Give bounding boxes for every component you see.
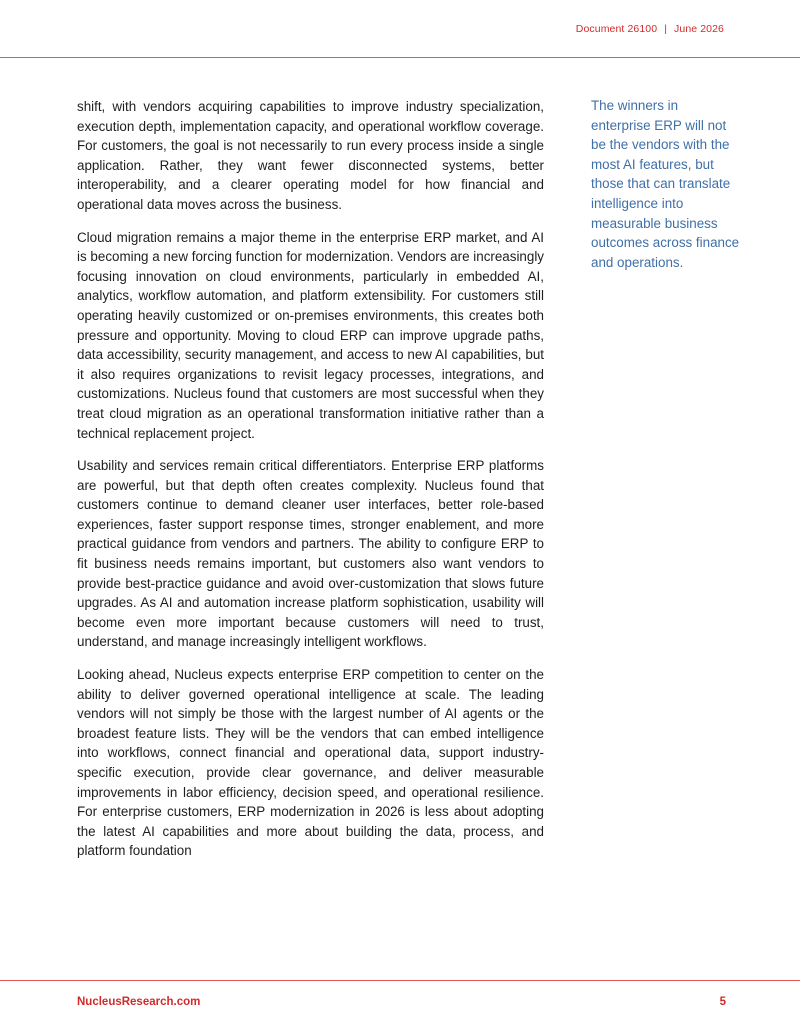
- header-divider: [0, 57, 800, 58]
- main-body-column: [77, 97, 544, 874]
- header-separator: |: [664, 23, 668, 35]
- document-header: [576, 23, 724, 35]
- footer-site-link[interactable]: NucleusResearch.com: [77, 996, 201, 1008]
- pull-quote: The winners in enterprise ERP will not be the vendors with the most AI features, but those that can translate intelligence into measurable business outcomes across finance and operations.: [591, 98, 740, 270]
- page-number: 5: [719, 996, 726, 1008]
- body-paragraph-1: shift, with vendors acquiring capabilities to improve industry specialization, execution depth, implementation capacity, and operational workflow coverage. For customers, the goal is not necessarily to run every process inside a single application. Rather, they want fewer disconnected systems, better interoperability, and a clearer operating model for how financial and operational data moves across the business.: [77, 99, 544, 212]
- body-paragraph-3: Usability and services remain critical differentiators. Enterprise ERP platforms are powerful, but that depth often creates complexity. Nucleus found that customers continue to demand cleaner user interfaces, better role-based experiences, faster support response times, stronger enablement, and more practical guidance from vendors and partners. The ability to configure ERP to fit business needs remains important, but customers also want vendors to provide best-practice guidance and avoid over-customization that slows future upgrades. As AI and automation increase platform sophistication, usability will become even more important because customers will need to trust, understand, and manage increasingly intelligent workflows.: [77, 458, 544, 650]
- document-date: June 2026: [674, 23, 724, 35]
- body-paragraph-2: Cloud migration remains a major theme in the enterprise ERP market, and AI is becoming a new forcing function for modernization. Vendors are increasingly focusing innovation on cloud environments, particularly in embedded AI, analytics, workflow automation, and platform extensibility. For customers still operating heavily customized or on-premises environments, this creates both pressure and opportunity. Moving to cloud ERP can improve upgrade paths, data accessibility, security management, and access to new AI capabilities, but it also requires organizations to revisit legacy processes, integrations, and customizations. Nucleus found that customers are most successful when they treat cloud migration as an operational transformation initiative rather than a technical replacement project.: [77, 229, 544, 441]
- footer-divider: [0, 980, 800, 981]
- body-paragraph-4: Looking ahead, Nucleus expects enterprise ERP competition to center on the ability to deliver governed operational intelligence at scale. The leading vendors will not simply be those with the largest number of AI agents or the broadest feature lists. They will be the vendors that can embed intelligence into workflows, connect financial and operational data, support industry-specific execution, provide clear governance, and deliver measurable improvements in labor efficiency, decision speed, and operational resilience. For enterprise customers, ERP modernization in 2026 is less about adopting the latest AI capabilities and more about building the data, process, and platform foundation: [77, 667, 544, 859]
- document-number: Document 26100: [575, 23, 658, 35]
